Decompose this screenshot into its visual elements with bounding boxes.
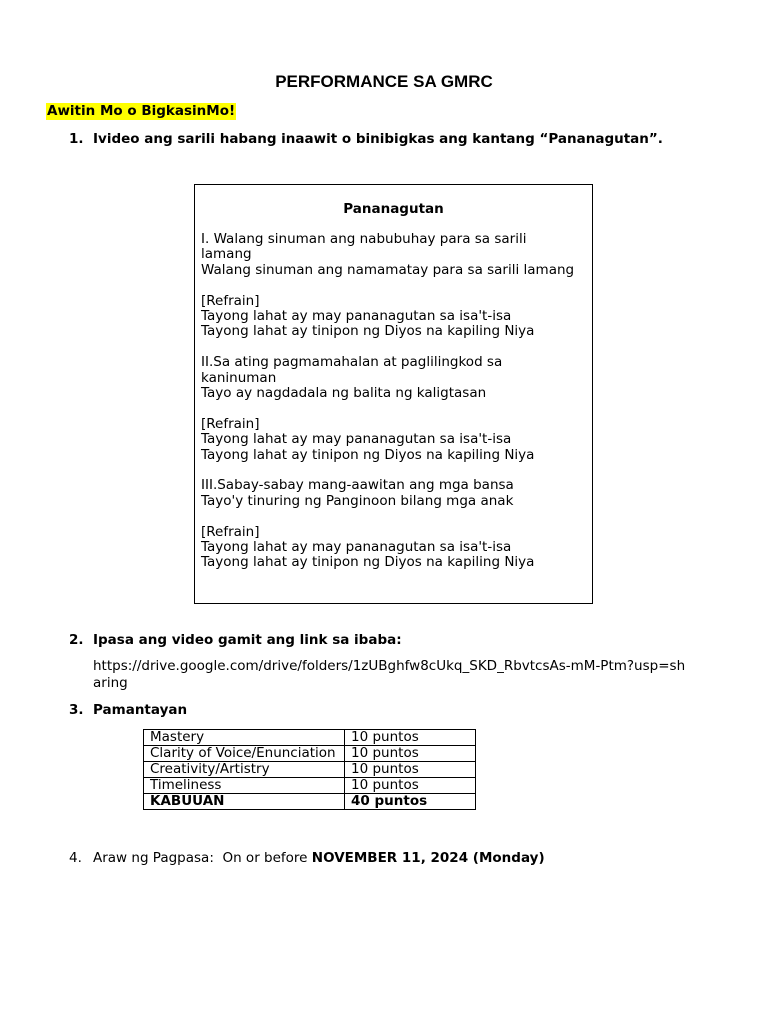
list-item-3: [69, 702, 84, 719]
song-stanza: [201, 525, 581, 571]
table-row: [144, 730, 476, 746]
lyric-line: [Refrain]: [201, 523, 260, 540]
criterion-cell: Timeliness: [144, 778, 345, 794]
lyric-line: I. Walang sinuman ang nabubuhay para sa sarili lamang: [201, 231, 527, 263]
list-item-3-text: Pamantayan: [93, 702, 188, 718]
table-row: [144, 778, 476, 794]
song-stanza: [201, 417, 581, 463]
criterion-cell: Creativity/Artistry: [144, 762, 345, 778]
lyric-line: Tayo ay nagdadala ng balita ng kaligtasan: [201, 385, 487, 402]
deadline-date: NOVEMBER 11, 2024 (Monday): [311, 850, 545, 866]
lyric-line: II.Sa ating pagmamahalan at paglilingkod sa kaninuman: [201, 354, 503, 386]
criterion-cell: Clarity of Voice/Enunciation: [144, 746, 345, 762]
song-lyrics-box: [194, 184, 593, 604]
lyric-line: Tayong lahat ay may pananagutan sa isa't-isa: [201, 539, 512, 556]
list-item-2-text: Ipasa ang video gamit ang link sa ibaba:: [93, 632, 402, 648]
total-label-cell: KABUUAN: [144, 794, 345, 810]
lyric-line: Tayong lahat ay tinipon ng Diyos na kapiling Niya: [201, 554, 535, 571]
points-cell: 10 puntos: [345, 746, 476, 762]
lyric-line: Tayong lahat ay tinipon ng Diyos na kapiling Niya: [201, 446, 535, 463]
deadline-label: Araw ng Pagpasa: On or before: [93, 850, 312, 866]
drive-link[interactable]: https://drive.google.com/drive/folders/1zUBghfw8cUkq_SKD_RbvtcsAs-mM-Ptm?usp=sharing: [93, 658, 686, 691]
song-stanza: [201, 294, 581, 340]
lyric-line: Walang sinuman ang namamatay para sa sarili lamang: [201, 261, 575, 278]
song-title: Pananagutan: [343, 201, 444, 217]
list-number: 2.: [69, 632, 84, 648]
points-cell: 10 puntos: [345, 730, 476, 746]
criterion-cell: Mastery: [144, 730, 345, 746]
lyric-line: Tayong lahat ay tinipon ng Diyos na kapiling Niya: [201, 323, 535, 340]
table-row: [144, 746, 476, 762]
points-cell: 10 puntos: [345, 778, 476, 794]
list-item-1-text: Ivideo ang sarili habang inaawit o binibigkas ang kantang “Pananagutan”.: [93, 131, 663, 147]
song-stanza: [201, 478, 581, 509]
lyric-line: [Refrain]: [201, 415, 260, 432]
lyric-line: Tayo'y tinuring ng Panginoon bilang mga anak: [201, 492, 514, 509]
lyric-line: Tayong lahat ay may pananagutan sa isa't-isa: [201, 431, 512, 448]
song-stanza: [201, 355, 581, 401]
points-cell: 10 puntos: [345, 762, 476, 778]
list-item-1: [69, 131, 84, 148]
list-number: 4.: [69, 850, 82, 866]
lyric-line: III.Sabay-sabay mang-aawitan ang mga bansa: [201, 477, 514, 494]
table-row: [144, 762, 476, 778]
song-lyrics: [201, 232, 581, 586]
song-stanza: [201, 232, 581, 278]
lyric-line: [Refrain]: [201, 292, 260, 309]
lyric-line: Tayong lahat ay may pananagutan sa isa't-isa: [201, 308, 512, 325]
rubric-table: [143, 729, 476, 810]
total-row: [144, 794, 476, 810]
total-points-cell: 40 puntos: [345, 794, 476, 810]
list-item-4-text: [93, 850, 545, 867]
highlight-heading: Awitin Mo o BigkasinMo!: [47, 103, 236, 119]
list-item-4: [69, 850, 82, 867]
list-number: 1.: [69, 131, 84, 147]
list-number: 3.: [69, 702, 84, 718]
page-title: PERFORMANCE SA GMRC: [275, 72, 493, 91]
list-item-2: [69, 632, 84, 649]
